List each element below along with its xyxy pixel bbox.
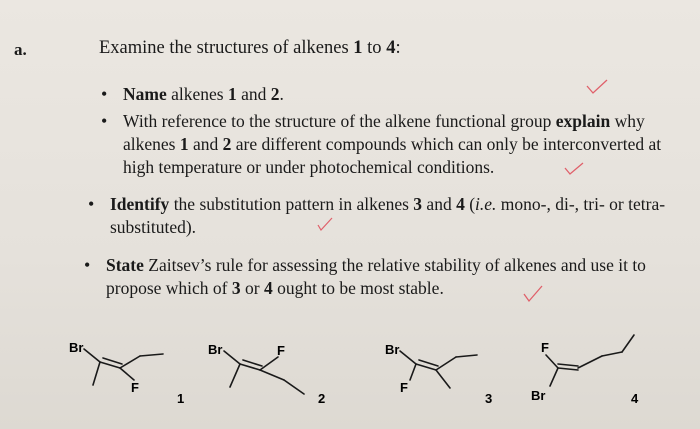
check-mark-icon xyxy=(563,160,585,176)
alkene-3-br-label: Br xyxy=(385,342,400,357)
intro-mid: to xyxy=(362,38,387,58)
intro-text xyxy=(99,38,401,59)
bullet-text-segment: With reference to the structure of the alkene functional group xyxy=(123,111,556,131)
structures-row xyxy=(0,330,700,429)
bullet-text-segment: 4 xyxy=(263,278,273,298)
bullet-text xyxy=(110,194,665,237)
check-mark-icon xyxy=(316,216,334,232)
bullet-text-segment: Name xyxy=(123,84,167,104)
alkene-1-f-label: F xyxy=(131,380,139,395)
check-mark-icon xyxy=(522,284,544,304)
bullet-text-segment: Identify xyxy=(110,194,170,214)
bullet-text-segment: 3 xyxy=(231,278,241,298)
bullet-dot: • xyxy=(88,194,95,214)
alkene-1-number: 1 xyxy=(177,391,185,406)
bullet-text-segment: are different compounds which can only be interconverted at high temperature or under photochemical conditions. xyxy=(123,134,662,177)
bullet-dot: • xyxy=(101,84,108,104)
bullet-text-segment: 1 xyxy=(227,84,237,104)
bullet-text-segment: mono-, di-, tri- or tetra-substituted). xyxy=(110,194,666,237)
bullet-text-segment: Zaitsev’s rule for assessing the relative stability of alkenes and use it to propose which of xyxy=(106,255,646,298)
check-mark-icon xyxy=(585,78,609,96)
bullet-text-segment: ( xyxy=(464,194,476,214)
bullet-dot: • xyxy=(84,255,91,275)
bullet-identify xyxy=(88,193,690,239)
bullet-text-segment: the substitution pattern in alkenes xyxy=(169,194,414,214)
bullet-dot: • xyxy=(101,111,108,131)
bullet-text-segment: why alkenes xyxy=(123,111,645,154)
bullet-text-segment: and xyxy=(188,134,223,154)
question-label: a. xyxy=(14,40,27,59)
bullet-text-segment: 2 xyxy=(222,134,232,154)
bullet-text-segment: or xyxy=(240,278,264,298)
bullet-text-segment: 4 xyxy=(456,194,465,214)
bullet-text xyxy=(106,255,646,298)
bullet-text-segment: explain xyxy=(555,111,611,131)
intro-post: : xyxy=(395,38,401,58)
bullet-text-segment: and xyxy=(236,84,271,104)
alkene-2-structure xyxy=(224,351,304,394)
alkene-1-br-label: Br xyxy=(69,340,84,355)
bullet-text-segment: and xyxy=(422,194,457,214)
bullet-text-segment: i.e. xyxy=(475,194,497,214)
intro-n1: 1 xyxy=(353,38,363,58)
alkene-2-number: 2 xyxy=(318,391,326,406)
bullet-state xyxy=(84,254,696,300)
bullet-text-segment: alkenes xyxy=(166,84,228,104)
bullet-text-segment: State xyxy=(106,255,144,275)
bullet-text xyxy=(123,84,284,104)
structures-svg xyxy=(0,330,700,429)
alkene-4-br-label: Br xyxy=(531,388,546,403)
bullet-text-segment: 2 xyxy=(270,84,280,104)
intro-n2: 4 xyxy=(386,38,396,58)
intro-pre: Examine the structures of alkenes xyxy=(99,38,354,58)
alkene-4-structure xyxy=(546,335,634,386)
bullet-explain xyxy=(101,110,693,179)
alkene-3-number: 3 xyxy=(485,391,493,406)
alkene-3-f-label: F xyxy=(400,380,408,395)
bullet-text-segment: . xyxy=(279,84,284,104)
alkene-4-number: 4 xyxy=(631,391,639,406)
alkene-1-structure xyxy=(84,349,163,385)
alkene-3-structure xyxy=(400,351,477,388)
bullet-name xyxy=(101,83,700,106)
alkene-2-br-label: Br xyxy=(208,342,223,357)
bullet-text-segment: 3 xyxy=(413,194,423,214)
bullet-text-segment: 1 xyxy=(179,134,189,154)
alkene-4-f-label: F xyxy=(541,340,549,355)
alkene-2-f-label: F xyxy=(277,343,285,358)
bullet-text-segment: ought to be most stable. xyxy=(272,278,444,298)
